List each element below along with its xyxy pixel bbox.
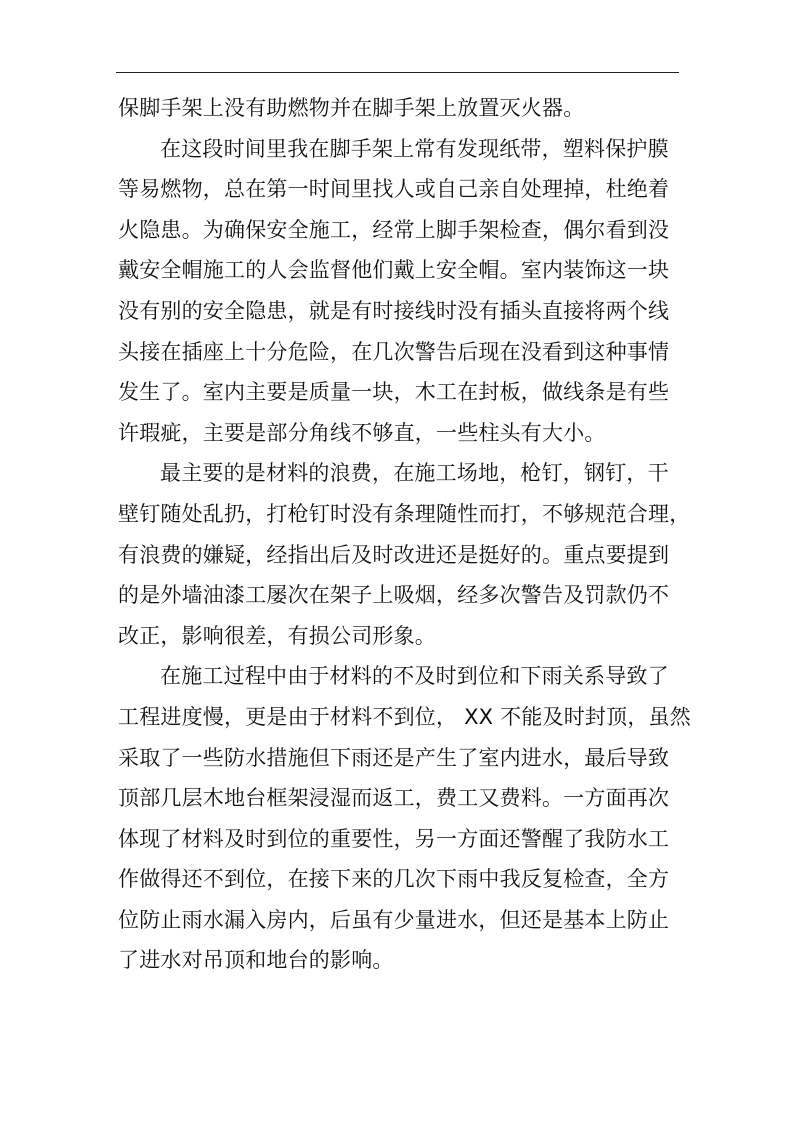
text-line: 许瑕疵，主要是部分角线不够直，一些柱头有大小。 bbox=[118, 420, 606, 445]
text-line: 火隐患。为确保安全施工，经常上脚手架检查，偶尔看到没 bbox=[118, 217, 670, 242]
text-line: 作做得还不到位，在接下来的几次下雨中我反复检查，全方 bbox=[118, 867, 670, 892]
text-line: 采取了一些防水措施但下雨还是产生了室内进水，最后导致 bbox=[118, 745, 670, 770]
header-rule bbox=[116, 72, 679, 73]
text-line: 体现了材料及时到位的重要性，另一方面还警醒了我防水工 bbox=[118, 826, 670, 851]
text-line: 壁钉随处乱扔，打枪钉时没有条理随性而打，不够规范合理， bbox=[118, 501, 691, 526]
text-line: 头接在插座上十分危险，在几次警告后现在没看到这种事情 bbox=[118, 339, 670, 364]
text-line: 的是外墙油漆工屡次在架子上吸烟，经多次警告及罚款仍不 bbox=[118, 583, 670, 608]
text-line: 在施工过程中由于材料的不及时到位和下雨关系导致了 bbox=[160, 664, 669, 689]
text-line: 在这段时间里我在脚手架上常有发现纸带，塑料保护膜 bbox=[160, 136, 669, 161]
text-line: 改正，影响很差，有损公司形象。 bbox=[118, 623, 436, 648]
document-body bbox=[118, 88, 691, 981]
text-line: 了进水对吊顶和地台的影响。 bbox=[118, 948, 394, 973]
text-line: 有浪费的嫌疑，经指出后及时改进还是挺好的。重点要提到 bbox=[118, 542, 670, 567]
text-line: 最主要的是材料的浪费，在施工场地，枪钉，钢钉，干 bbox=[160, 461, 669, 486]
text-line: 工程进度慢，更是由于材料不到位， XX 不能及时封顶，虽然 bbox=[118, 704, 691, 729]
text-line: 等易燃物，总在第一时间里找人或自己亲自处理掉，杜绝着 bbox=[118, 177, 670, 202]
text-line: 发生了。室内主要是质量一块，木工在封板，做线条是有些 bbox=[118, 380, 670, 405]
text-line: 保脚手架上没有助燃物并在脚手架上放置灭火器。 bbox=[118, 96, 585, 120]
text-line: 顶部几层木地台框架浸湿而返工，费工又费料。一方面再次 bbox=[118, 786, 670, 811]
text-line: 没有别的安全隐患，就是有时接线时没有插头直接将两个线 bbox=[118, 298, 670, 323]
text-line: 戴安全帽施工的人会监督他们戴上安全帽。室内装饰这一块 bbox=[118, 258, 670, 283]
text-line: 位防止雨水漏入房内，后虽有少量进水，但还是基本上防止 bbox=[118, 907, 670, 932]
